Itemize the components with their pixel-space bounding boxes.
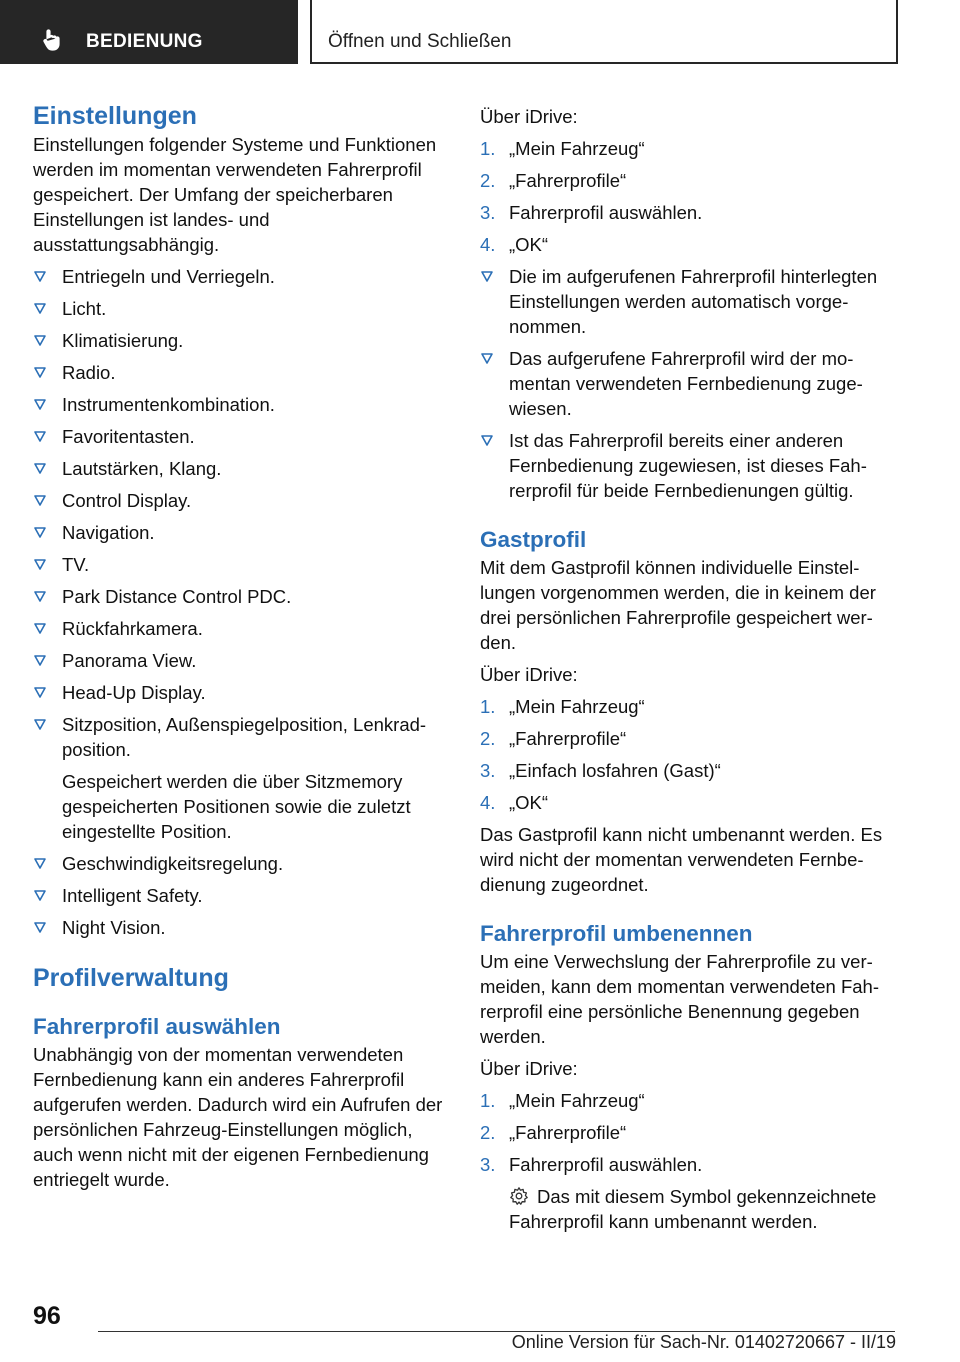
triangle-bullet-icon: [33, 270, 47, 284]
list-item: Sitzposition, Außenspiegelposition, Lenkradposition. Gespeichert werden die über Sitzmemory gespeicherten Positionen sowie die zuletzt eingestellte Position.: [33, 712, 445, 844]
online-version-label: Online Version für Sach-Nr. 01402720667 - II/19: [511, 1332, 896, 1352]
list-item: TV.: [33, 552, 445, 577]
list-item: Park Distance Control PDC.: [33, 584, 445, 609]
right-column: [480, 104, 898, 1234]
triangle-bullet-icon: [33, 889, 47, 903]
sitzmemory-note: Gespeichert werden die über Sitzmemory gespeicherten Positionen sowie die zuletzt eingestellte Position.: [62, 771, 411, 842]
hand-pointer-icon: [40, 28, 64, 52]
list-item: Ist das Fahrerprofil bereits einer anderen Fernbedienung zugewiesen, ist dieses Fahrerprofil für beide Fernbedienungen gültig.: [480, 428, 898, 503]
triangle-bullet-icon: [33, 718, 47, 732]
triangle-bullet-icon: [33, 526, 47, 540]
triangle-bullet-icon: [33, 302, 47, 316]
list-item: Lautstärken, Klang.: [33, 456, 445, 481]
list-item: Control Display.: [33, 488, 445, 513]
left-column: [33, 100, 445, 1192]
triangle-bullet-icon: [33, 921, 47, 935]
header-section-label: BEDIENUNG: [86, 31, 203, 52]
list-item: Radio.: [33, 360, 445, 385]
triangle-bullet-icon: [33, 366, 47, 380]
list-item: Head-Up Display.: [33, 680, 445, 705]
idrive-label: Über iDrive:: [480, 664, 578, 685]
triangle-bullet-icon: [33, 654, 47, 668]
gastprofil-text: Mit dem Gastprofil können individuelle Einstellungen vorgenommen werden, die in keinem der drei persönlichen Fahrerprofile gespeichert werden.: [480, 557, 876, 653]
fahrerprofil-auswaehlen-heading: Fahrerprofil auswählen: [33, 1014, 281, 1039]
idrive-label: Über iDrive:: [480, 1058, 578, 1079]
list-item: 4. „OK“: [480, 792, 549, 813]
gastprofil-text-2: Das Gastprofil kann nicht umbenannt werden. Es wird nicht der momentan verwendeten Fernbedienung zugeordnet.: [480, 824, 883, 895]
list-item: 3. Fahrerprofil auswählen.: [480, 202, 703, 223]
list-item: 2. „Fahrerprofile“: [480, 728, 627, 749]
list-item: 1. „Mein Fahrzeug“: [480, 1090, 645, 1111]
triangle-bullet-icon: [33, 558, 47, 572]
gastprofil-heading: Gastprofil: [480, 527, 587, 552]
list-item: Night Vision.: [33, 915, 445, 940]
triangle-bullet-icon: [33, 494, 47, 508]
einstellungen-intro: Einstellungen folgender Systeme und Funktionen werden im momentan verwendeten Fahrerprofil gespeichert. Der Umfang der speicherbaren Einstellungen ist landes- und ausstattungsabhängig.: [33, 134, 437, 255]
list-item: Instrumentenkombination.: [33, 392, 445, 417]
list-item: Das aufgerufene Fahrerprofil wird der momentan verwendeten Fernbedienung zugewiesen.: [480, 346, 898, 421]
list-item: Die im aufgerufenen Fahrerprofil hinterlegten Einstellungen werden automatisch vorgenommen.: [480, 264, 898, 339]
list-item: 3. Fahrerprofil auswählen. Das mit diesem Symbol gekennzeichnete Fahrerprofil kann umbenannt werden.: [480, 1152, 898, 1234]
triangle-bullet-icon: [480, 352, 494, 366]
fahrerprofil-umbenennen-heading: Fahrerprofil umbenennen: [480, 921, 753, 946]
triangle-bullet-icon: [480, 434, 494, 448]
list-item: 2. „Fahrerprofile“: [480, 1122, 627, 1143]
steps-list: [480, 694, 898, 815]
list-item: Navigation.: [33, 520, 445, 545]
triangle-bullet-icon: [33, 686, 47, 700]
triangle-bullet-icon: [33, 398, 47, 412]
list-item: 1. „Mein Fahrzeug“: [480, 138, 645, 159]
result-bullet-list: [480, 264, 898, 503]
list-item: Panorama View.: [33, 648, 445, 673]
fahrerprofil-auswaehlen-text: Unabhängig von der momentan verwendeten Fernbedienung kann ein anderes Fahrerprofil aufgerufen werden. Dadurch wird ein Aufrufen der persönlichen Fahrzeug-Einstellungen möglich, auch wenn nicht mit der eigenen Fernbedienung entriegelt wurde.: [33, 1044, 443, 1190]
header-chapter-box: [310, 0, 898, 64]
list-item: 3. „Einfach losfahren (Gast)“: [480, 760, 721, 781]
list-item: Rückfahrkamera.: [33, 616, 445, 641]
list-item: 2. „Fahrerprofile“: [480, 170, 627, 191]
list-item: Klimatisierung.: [33, 328, 445, 353]
fahrerprofil-umbenennen-text: Um eine Verwechslung der Fahrerprofile zu vermeiden, kann dem momentan verwendeten Fahrerprofil eine persönliche Benennung gegeben werden.: [480, 951, 880, 1047]
triangle-bullet-icon: [33, 622, 47, 636]
list-item: Intelligent Safety.: [33, 883, 445, 908]
list-item: Favoritentasten.: [33, 424, 445, 449]
idrive-label: Über iDrive:: [480, 106, 578, 127]
page-number: 96: [33, 1302, 61, 1330]
triangle-bullet-icon: [33, 462, 47, 476]
gear-icon: [509, 1186, 529, 1206]
triangle-bullet-icon: [33, 430, 47, 444]
profilverwaltung-heading: Profilverwaltung: [33, 964, 229, 992]
steps-list: [480, 1088, 898, 1234]
triangle-bullet-icon: [33, 590, 47, 604]
triangle-bullet-icon: [33, 857, 47, 871]
list-item: 1. „Mein Fahrzeug“: [480, 696, 645, 717]
list-item: Geschwindigkeitsregelung.: [33, 851, 445, 876]
settings-bullet-list: [33, 264, 445, 940]
header-section-tab: [0, 0, 298, 64]
triangle-bullet-icon: [480, 270, 494, 284]
gear-symbol-note: Das mit diesem Symbol gekennzeichnete Fahrerprofil kann umbenannt werden.: [509, 1186, 877, 1232]
list-item: Licht.: [33, 296, 445, 321]
einstellungen-heading: Einstellungen: [33, 102, 197, 130]
triangle-bullet-icon: [33, 334, 47, 348]
header-chapter-label: Öffnen und Schließen: [328, 31, 512, 52]
list-item: 4. „OK“: [480, 234, 549, 255]
list-item: Entriegeln und Verriegeln.: [33, 264, 445, 289]
steps-list: [480, 136, 898, 257]
